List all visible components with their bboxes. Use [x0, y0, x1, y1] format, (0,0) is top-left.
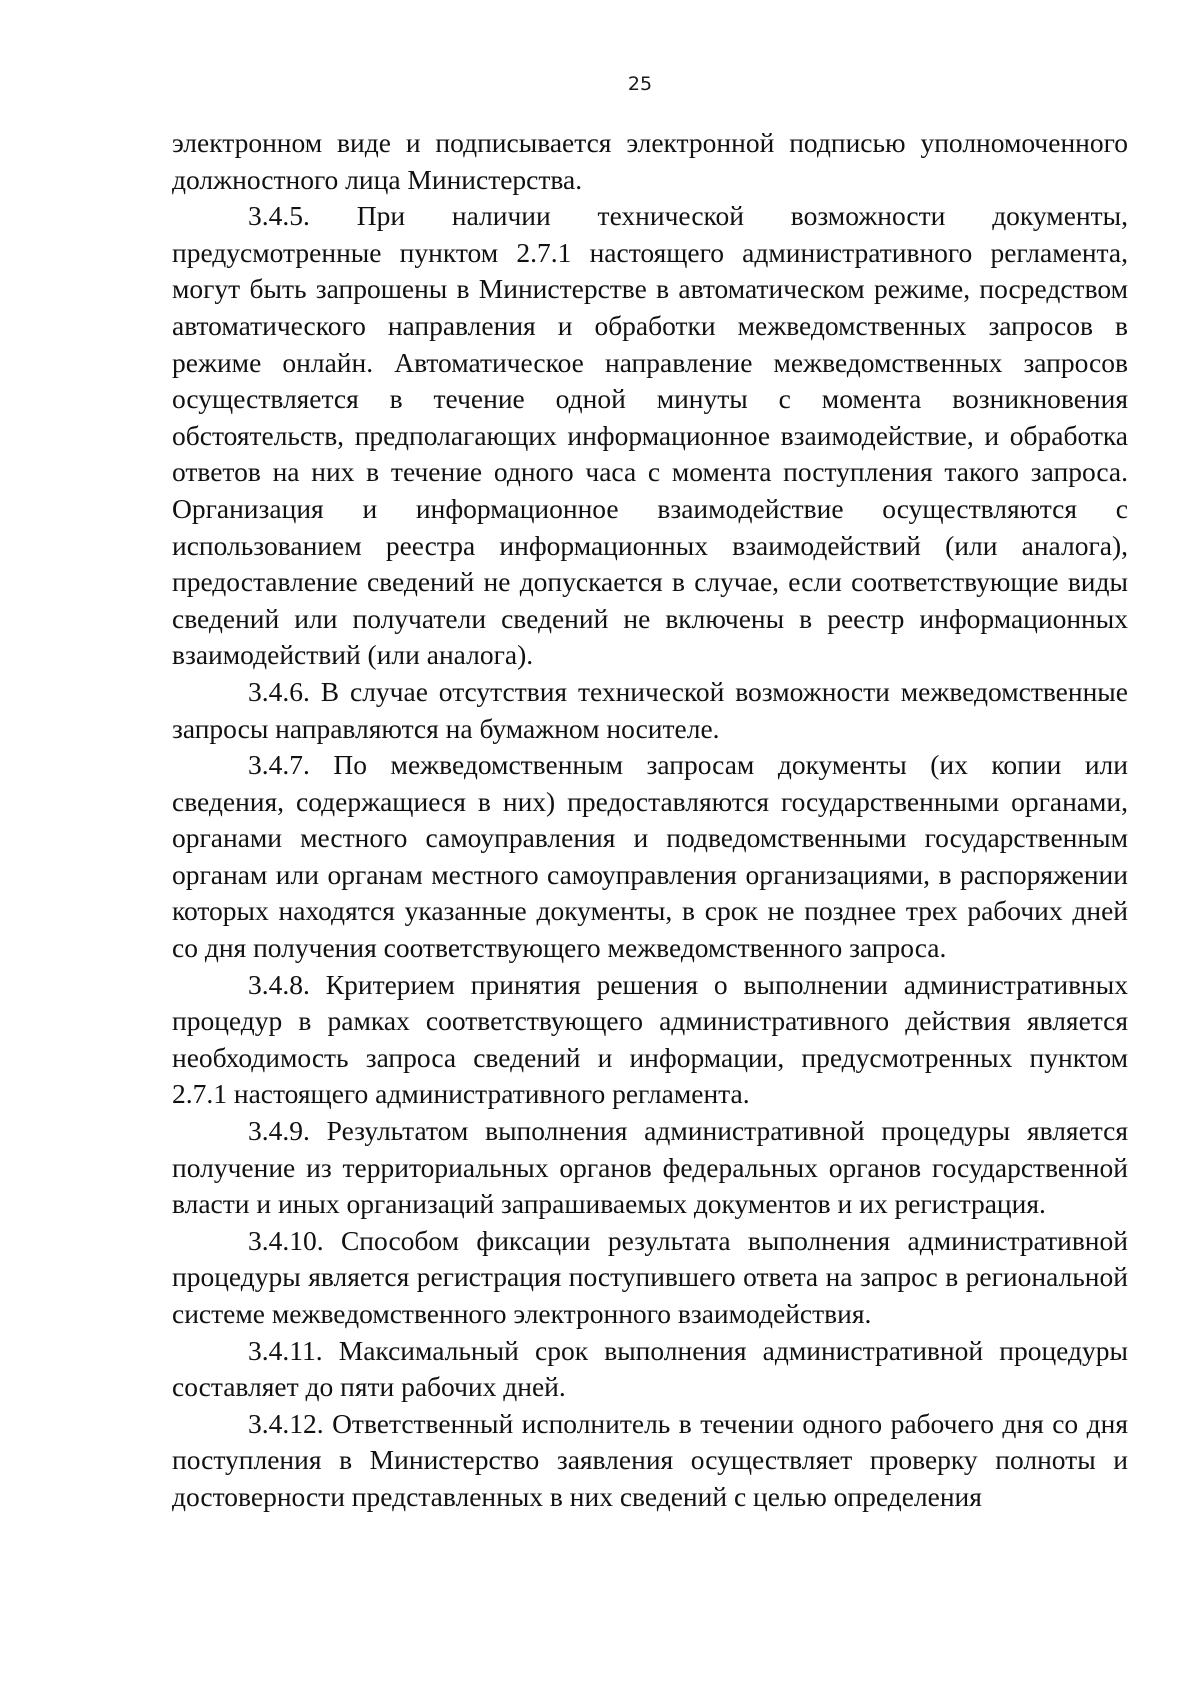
- paragraph-3-4-5: 3.4.5. При наличии технической возможности документы, предусмотренные пунктом 2.7.1 настоящего административного регламента, могут быть запрошены в Министерстве в автоматическом режиме, посредством автоматического направления и обработки межведомственных запросов в режиме онлайн. Автоматическое направление межведомственных запросов осуществляется в течение одной минуты с момента возникновения обстоятельств, предполагающих информационное взаимодействие, и обработка ответов на них в течение одного часа с момента поступления такого запроса. Организация и информационное взаимодействие осуществляются с использованием реестра информационных взаимодействий (или аналога), предоставление сведений не допускается в случае, если соответствующие виды сведений или получатели сведений не включены в реестр информационных взаимодействий (или аналога).: [172, 200, 1128, 671]
- paragraph-3-4-12: 3.4.12. Ответственный исполнитель в течении одного рабочего дня со дня поступления в Министерство заявления осуществляет проверку полноты и достоверности представленных в них сведений с целью определения: [172, 1407, 1128, 1512]
- page-number: 25: [627, 73, 653, 95]
- paragraph-3-4-8: 3.4.8. Критерием принятия решения о выполнении административных процедур в рамках соответствующего административного действия является необходимость запроса сведений и информации, предусмотренных пунктом 2.7.1 настоящего административного регламента.: [172, 968, 1128, 1110]
- document-body: [172, 125, 1128, 1516]
- paragraph-3-4-6: 3.4.6. В случае отсутствия технической возможности межведомственные запросы направляются на бумажном носителе.: [172, 675, 1128, 744]
- paragraph-continuation: электронном виде и подписывается электронной подписью уполномоченного должностного лица Министерства.: [172, 127, 1128, 195]
- paragraph-3-4-11: 3.4.11. Максимальный срок выполнения административной процедуры составляет до пяти рабочих дней.: [172, 1334, 1128, 1403]
- paragraph-3-4-9: 3.4.9. Результатом выполнения административной процедуры является получение из территориальных органов федеральных органов государственной власти и иных организаций запрашиваемых документов и их регистрация.: [172, 1115, 1128, 1220]
- paragraph-3-4-10: 3.4.10. Способом фиксации результата выполнения административной процедуры является регистрация поступившего ответа на запрос в региональной системе межведомственного электронного взаимодействия.: [172, 1224, 1128, 1329]
- paragraph-3-4-7: 3.4.7. По межведомственным запросам документы (их копии или сведения, содержащиеся в них) предоставляются государственными органами, органами местного самоуправления и подведомственными государственным органам или органам местного самоуправления организациями, в распоряжении которых находятся указанные документы, в срок не позднее трех рабочих дней со дня получения соответствующего межведомственного запроса.: [172, 749, 1128, 964]
